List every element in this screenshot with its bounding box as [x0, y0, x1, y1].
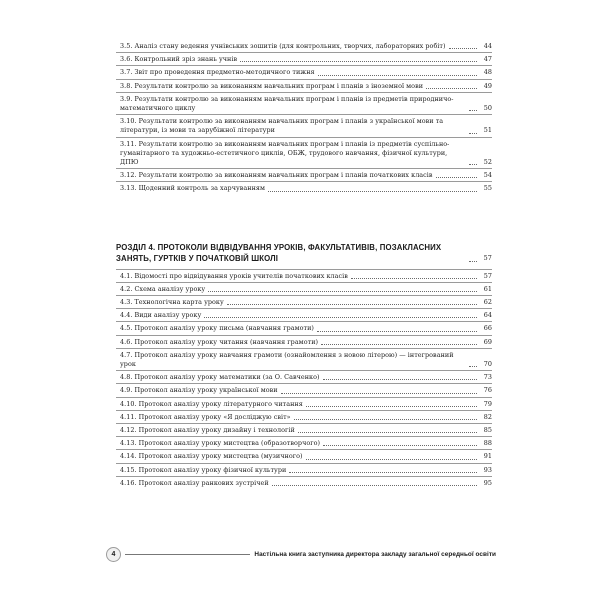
toc-page-number: 55	[483, 184, 492, 193]
leader-dots	[449, 48, 477, 49]
divider	[116, 476, 492, 477]
toc-entry-4-15	[120, 466, 492, 475]
leader-dots	[323, 379, 477, 380]
divider	[116, 397, 492, 398]
toc-entry-4-14	[120, 452, 492, 461]
leader-dots	[268, 191, 477, 192]
toc-entry-text: 4.16. Протокол аналізу ранкових зустрічей	[120, 478, 269, 487]
toc-entry-3-11	[120, 140, 492, 168]
toc-page-number: 48	[483, 68, 492, 77]
toc-page-number: 88	[483, 439, 492, 448]
leader-dots	[306, 459, 477, 460]
toc-entry-text: 4.10. Протокол аналізу уроку літературного читання	[120, 399, 303, 408]
toc-page-number: 91	[483, 452, 492, 461]
toc-entry-4-5	[120, 324, 492, 333]
divider	[116, 370, 492, 371]
toc-page-number: 47	[483, 55, 492, 64]
divider	[116, 321, 492, 322]
toc-entry-text: 4.14. Протокол аналізу уроку мистецтва (музичного)	[120, 452, 303, 461]
toc-entry-4-11	[120, 413, 492, 422]
divider	[116, 269, 492, 270]
toc-entry-4-7	[120, 351, 492, 369]
toc-page-number: 50	[483, 104, 492, 113]
toc-page-number: 62	[483, 298, 492, 307]
toc-entry-3-12	[120, 171, 492, 180]
divider	[116, 282, 492, 283]
section-title: РОЗДІЛ 4. ПРОТОКОЛИ ВІДВІДУВАННЯ УРОКІВ, ФАКУЛЬТАТИВІВ, ПОЗАКЛАСНИХ ЗАНЯТЬ, ГУРТКІВ У ПОЧАТКОВІЙ ШКОЛІ	[116, 242, 442, 263]
toc-entry-3-8	[120, 82, 492, 91]
toc-entry-3-9	[120, 95, 492, 113]
toc-page-number: 49	[483, 81, 492, 90]
page-number: 4	[111, 550, 116, 558]
toc-entry-text: 4.8. Протокол аналізу уроку математики (за О. Савченко)	[120, 373, 320, 382]
toc-page-number: 76	[483, 386, 492, 395]
divider	[116, 79, 492, 80]
divider	[116, 137, 492, 138]
toc-entry-text: 3.5. Аналіз стану ведення учнівських зошитів (для контрольних, творчих, лабораторних робіт)	[120, 42, 446, 50]
footer-book-title: Настільна книга заступника директора закладу загальної середньої освіти	[254, 550, 496, 558]
leader-dots	[204, 317, 477, 318]
toc-entry-4-3	[120, 298, 492, 307]
section-4-heading	[116, 242, 492, 264]
leader-dots	[294, 419, 477, 420]
leader-dots	[351, 278, 477, 279]
toc-entry-text: 4.12. Протокол аналізу уроку дизайну і технологій	[120, 426, 295, 435]
toc-entry-text: 4.5. Протокол аналізу уроку письма (навчання грамоти)	[120, 324, 314, 333]
toc-page-number: 70	[483, 360, 492, 369]
toc-entry-4-1	[120, 272, 492, 281]
toc-entry-4-2	[120, 285, 492, 294]
toc-page-number: 82	[483, 412, 492, 421]
toc-page-number: 79	[483, 399, 492, 408]
leader-dots	[323, 445, 477, 446]
toc-entry-text: 3.10. Результати контролю за виконанням навчальних програм і планів з української мови та літератури, із мови та зарубіжної літератури	[120, 117, 444, 135]
toc-page-number: 73	[483, 373, 492, 382]
toc-page-number: 66	[483, 324, 492, 333]
toc-page-number: 51	[483, 126, 492, 135]
divider	[116, 449, 492, 450]
toc-entry-text: 4.3. Технологічна карта уроку	[120, 298, 224, 307]
toc-entry-text: 4.6. Протокол аналізу уроку читання (навчання грамоти)	[120, 337, 319, 346]
toc-page-number: 93	[483, 465, 492, 474]
toc-page-number: 57	[483, 253, 492, 262]
toc-entry-3-7	[120, 68, 492, 77]
toc-entry-4-16	[120, 479, 492, 488]
leader-dots	[469, 366, 477, 367]
toc-entry-3-6	[120, 55, 492, 64]
toc-entry-4-10	[120, 400, 492, 409]
leader-dots	[469, 133, 477, 134]
toc-entry-text: 4.15. Протокол аналізу уроку фізичної культури	[120, 465, 287, 474]
divider	[116, 181, 492, 182]
toc-entry-3-10	[120, 117, 492, 135]
leader-dots	[281, 393, 477, 394]
section-spacer	[116, 194, 492, 242]
leader-dots	[306, 406, 477, 407]
toc-page-number: 54	[483, 171, 492, 180]
divider	[116, 436, 492, 437]
leader-dots	[298, 432, 477, 433]
footer-rule	[125, 554, 250, 555]
toc-page-number: 64	[483, 311, 492, 320]
toc-entry-text: 3.7. Звіт про проведення предметно-методичного тижня	[120, 68, 315, 77]
divider	[116, 383, 492, 384]
toc-entry-4-4	[120, 311, 492, 320]
toc-entry-text: 3.9. Результати контролю за виконанням навчальних програм і планів із предметів природничо-математичного циклу	[120, 94, 454, 113]
divider	[116, 114, 492, 115]
toc-entry-text: 4.2. Схема аналізу уроку	[120, 284, 206, 293]
divider	[116, 335, 492, 336]
leader-dots	[289, 472, 477, 473]
leader-dots	[321, 344, 477, 345]
leader-dots	[208, 291, 477, 292]
divider	[116, 168, 492, 169]
toc-entry-text: 4.1. Відомості про відвідування уроків учителів початкових класів	[120, 271, 348, 280]
toc-entry-4-12	[120, 426, 492, 435]
toc-entry-3-5	[120, 42, 492, 51]
divider	[116, 65, 492, 66]
divider	[116, 423, 492, 424]
toc-page-number: 61	[483, 284, 492, 293]
leader-dots	[318, 75, 477, 76]
divider	[116, 52, 492, 53]
leader-dots	[272, 485, 477, 486]
toc-entry-text: 4.9. Протокол аналізу уроку української мови	[120, 386, 278, 395]
leader-dots	[469, 261, 477, 262]
leader-dots	[426, 88, 477, 89]
toc-entry-text: 3.11. Результати контролю за виконанням навчальних програм і планів із предметів суспільно-гуманітарного та художньо-естетичного циклів, ОБЖ, трудового навчання, фізичної культури, ДПЮ	[120, 139, 450, 167]
divider	[116, 308, 492, 309]
toc-page-number: 52	[483, 158, 492, 167]
divider	[116, 92, 492, 93]
toc-entry-text: 3.13. Щоденний контроль за харчуванням	[120, 184, 266, 193]
page-footer	[106, 546, 496, 562]
toc-page-number: 57	[483, 271, 492, 280]
leader-dots	[469, 164, 477, 165]
toc-entry-4-8	[120, 373, 492, 382]
toc-entry-text: 4.7. Протокол аналізу уроку навчання грамоти (ознайомлення з новою літерою) — інтегрований урок	[120, 350, 454, 369]
page-number-badge	[106, 547, 121, 562]
table-of-contents	[116, 42, 492, 488]
toc-page-number: 95	[483, 478, 492, 487]
toc-page-number: 69	[483, 337, 492, 346]
divider	[116, 463, 492, 464]
toc-entry-text: 3.12. Результати контролю за виконанням навчальних програм і планів початкових класів	[120, 171, 433, 180]
divider	[116, 295, 492, 296]
toc-entry-text: 4.4. Види аналізу уроку	[120, 311, 202, 320]
toc-entry-text: 3.8. Результати контролю за виконанням навчальних програм і планів з іноземної мови	[120, 81, 424, 90]
toc-page-number: 44	[483, 42, 492, 50]
leader-dots	[469, 110, 477, 111]
toc-page-number: 85	[483, 426, 492, 435]
toc-entry-text: 4.11. Протокол аналізу уроку «Я досліджую світ»	[120, 412, 291, 421]
toc-entry-4-6	[120, 338, 492, 347]
toc-entry-4-13	[120, 439, 492, 448]
leader-dots	[240, 61, 477, 62]
leader-dots	[436, 177, 477, 178]
toc-entry-3-13	[120, 184, 492, 193]
leader-dots	[317, 331, 477, 332]
toc-entry-4-9	[120, 386, 492, 395]
divider	[116, 348, 492, 349]
toc-entry-text: 3.6. Контрольний зріз знань учнів	[120, 55, 238, 64]
leader-dots	[227, 304, 477, 305]
toc-entry-text: 4.13. Протокол аналізу уроку мистецтва (образотворчого)	[120, 439, 321, 448]
divider	[116, 410, 492, 411]
